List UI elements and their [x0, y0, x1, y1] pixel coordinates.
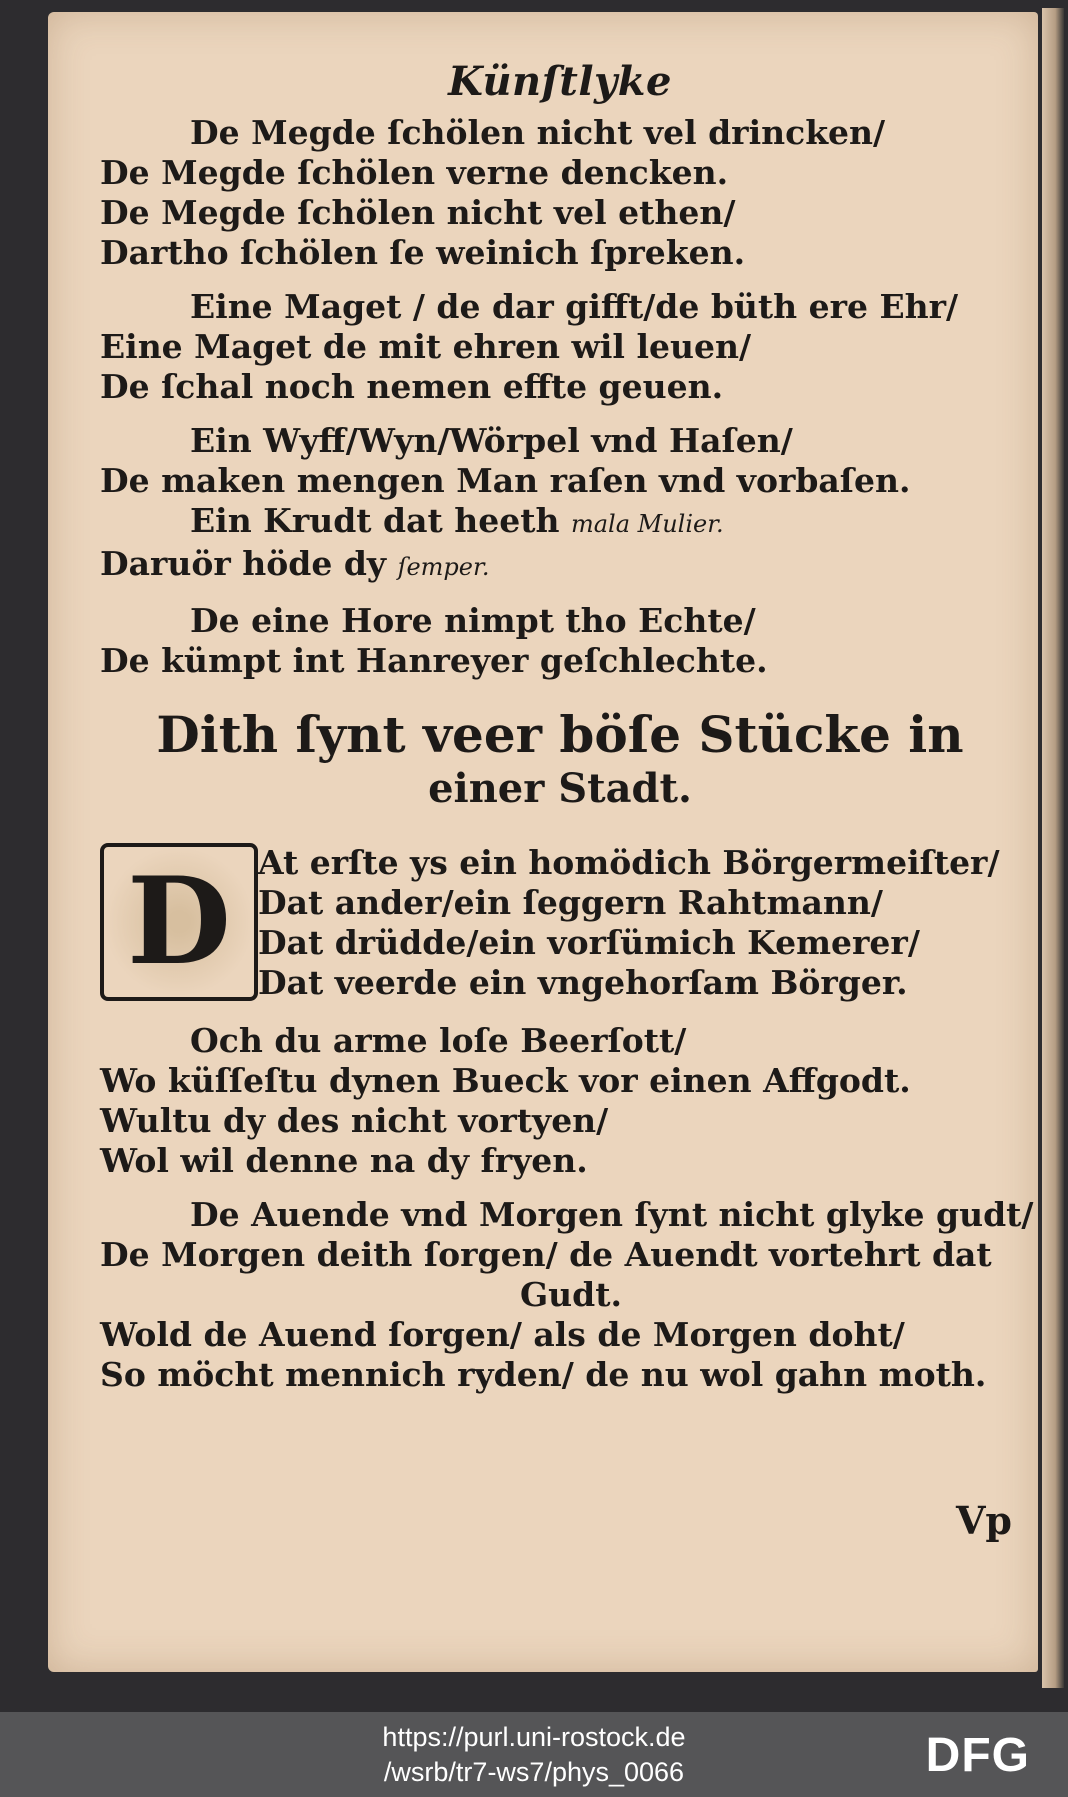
section-title: Dith ſynt veer böſe Stücke in: [156, 705, 964, 764]
stanza-2: [100, 287, 1020, 407]
section-subtitle: einer Stadt.: [428, 765, 692, 812]
stanza-6: [100, 1195, 1034, 1395]
verse-line: De ſchal noch nemen effte geuen.: [100, 367, 724, 406]
latin-gloss: mala Mulier.: [570, 510, 724, 538]
verse-line: De maken mengen Man raſen vnd vorbaſen.: [100, 461, 911, 500]
verse-text: Daruör höde dy: [100, 544, 387, 583]
footer-url-line-2[interactable]: /wsrb/tr7-ws7/phys_0066: [383, 1757, 685, 1787]
page-text: [100, 58, 1034, 1409]
decorated-initial: D: [100, 843, 258, 1001]
verse-text: Ein Krudt dat heeth: [190, 501, 560, 540]
dfg-logo: DFG: [925, 1729, 1030, 1782]
initial-stanza: [100, 843, 1020, 1003]
verse-line: De kümpt int Hanreyer geſchlechte.: [100, 641, 768, 680]
verse-line: Eine Maget / de dar gifft/de büth ere Ehr/: [190, 287, 959, 326]
verse-line: At erſte ys ein homödich Börgermeiſter/: [258, 843, 1000, 882]
verse-line: Och du arme loſe Beerſott/: [190, 1021, 687, 1060]
latin-gloss: ſemper.: [397, 553, 490, 581]
verse-line: De Megde ſchölen verne dencken.: [100, 153, 729, 192]
verse-line: De Megde ſchölen nicht vel drincken/: [190, 113, 886, 152]
signature-mark: Vp: [955, 1498, 1012, 1543]
verse-line: Ein Wyff/Wyn/Wörpel vnd Haſen/: [190, 421, 793, 460]
running-head: Künſtlyke: [448, 58, 672, 105]
footer-bar: [0, 1712, 1068, 1797]
verse-line: De Auende vnd Morgen ſynt nicht glyke gudt/: [190, 1195, 1034, 1234]
verse-line: De eine Hore nimpt tho Echte/: [190, 601, 756, 640]
verse-line: Dat ander/ein ſeggern Rahtmann/: [258, 883, 883, 922]
verse-line: Wultu dy des nicht vortyen/: [100, 1101, 609, 1140]
verse-line: So möcht mennich ryden/ de nu wol gahn moth.: [100, 1355, 987, 1394]
verse-line: Wol wil denne na dy fryen.: [100, 1141, 588, 1180]
footer-url-line-1[interactable]: https://purl.uni-rostock.de: [382, 1722, 686, 1752]
verse-line: Eine Maget de mit ehren wil leuen/: [100, 327, 752, 366]
verse-line: Dat veerde ein vngehorſam Börger.: [258, 963, 908, 1002]
verse-line: Wold de Auend ſorgen/ als de Morgen doht/: [100, 1315, 905, 1354]
page-edge: [1042, 8, 1064, 1688]
verse-line-with-latin: [100, 544, 1020, 587]
verse-line: De Morgen deith ſorgen/ de Auendt vortehrt dat: [100, 1235, 992, 1274]
verse-line: Dat drüdde/ein vorſümich Kemerer/: [258, 923, 920, 962]
stanza-4: [100, 601, 1020, 681]
verse-line: Wo küſſeſtu dynen Bueck vor einen Affgodt.: [100, 1061, 911, 1100]
verse-line: De Megde ſchölen nicht vel ethen/: [100, 193, 736, 232]
stanza-3: [100, 421, 1020, 587]
verse-line-with-latin: [100, 501, 1020, 544]
stanza-5: [100, 1021, 1020, 1181]
verse-line: Gudt.: [520, 1275, 622, 1314]
verse-line: Dartho ſchölen ſe weinich ſpreken.: [100, 233, 746, 272]
stanza-1: [100, 113, 1020, 273]
